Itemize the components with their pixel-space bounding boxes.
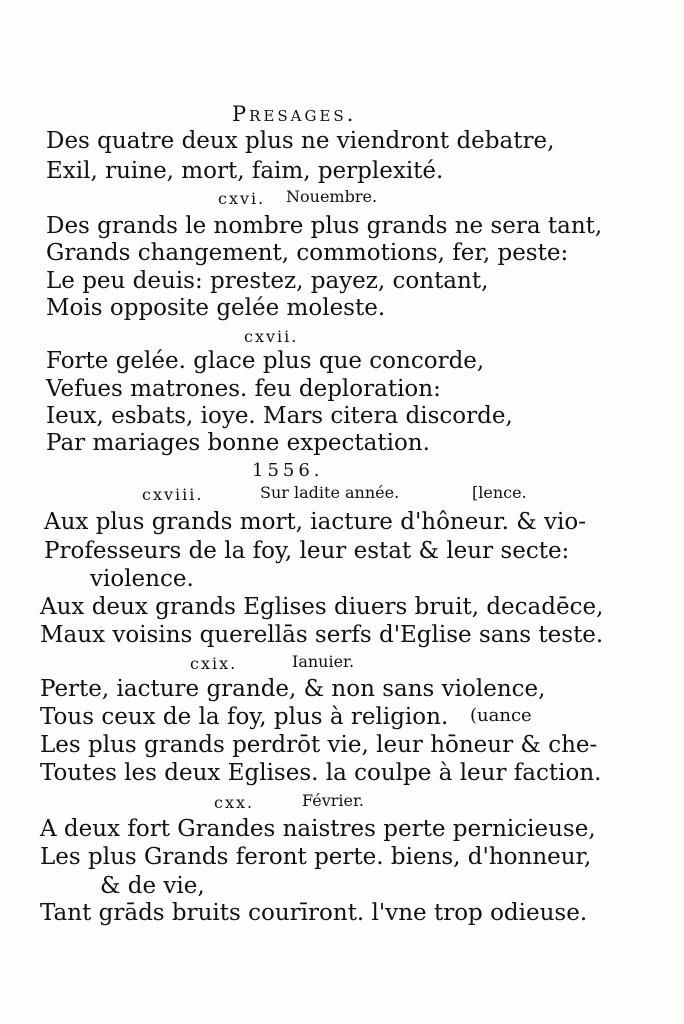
verse-line: Perte, iacture grande, & non sans violence, — [40, 676, 546, 702]
verse-line: Tous ceux de la foy, plus à religion. — [40, 704, 449, 730]
verse-line: Toutes les deux Eglises. la coulpe à leur faction. — [40, 760, 602, 786]
verse-line: Par mariages bonne expectation. — [46, 430, 430, 456]
year-heading: 1556. — [252, 460, 324, 481]
running-header: Presages. — [232, 102, 357, 126]
verse-line: Tant grāds bruits courīront. l'vne trop odieuse. — [40, 900, 588, 926]
verse-line: Aux deux grands Eglises diuers bruit, decadēce, — [40, 594, 604, 620]
line-continuation: (uance — [470, 705, 532, 726]
verse-line: Mois opposite gelée moleste. — [46, 295, 386, 321]
verse-line: & de vie, — [100, 873, 205, 899]
quatrain-number: cxvi. — [218, 189, 266, 208]
quatrain-number: cxx. — [214, 793, 255, 812]
verse-line: Des quatre deux plus ne viendront debatre, — [46, 128, 555, 154]
line-continuation: [lence. — [472, 483, 527, 502]
verse-line: Les plus grands perdrōt vie, leur hōneur & che- — [40, 732, 598, 758]
verse-line: Forte gelée. glace plus que concorde, — [46, 348, 485, 374]
verse-line: Grands changement, commotions, fer, peste: — [46, 240, 569, 266]
verse-line: Professeurs de la foy, leur estat & leur secte: — [44, 538, 570, 564]
quatrain-number: cxix. — [190, 654, 238, 673]
verse-line: Ieux, esbats, ioye. Mars citera discorde, — [46, 403, 513, 429]
quatrain-number: cxviii. — [142, 485, 204, 504]
quatrain-month: Ianuier. — [292, 652, 355, 671]
verse-line: Des grands le nombre plus grands ne sera tant, — [46, 213, 603, 239]
verse-line: Aux plus grands mort, iacture d'hôneur. & vio- — [44, 509, 587, 535]
quatrain-month: Février. — [302, 791, 364, 810]
quatrain-month: Nouembre. — [286, 187, 378, 206]
quatrain-number: cxvii. — [244, 327, 299, 346]
verse-line: Vefues matrones. feu deploration: — [46, 376, 441, 402]
verse-line: A deux fort Grandes naistres perte pernicieuse, — [40, 816, 596, 842]
quatrain-title: Sur ladite année. — [260, 483, 400, 502]
verse-line: Exil, ruine, mort, faim, perplexité. — [46, 158, 444, 184]
verse-line: Les plus Grands feront perte. biens, d'honneur, — [40, 844, 592, 870]
verse-line: Maux voisins querellās serfs d'Eglise sans teste. — [40, 622, 604, 648]
verse-line: violence. — [90, 566, 194, 592]
verse-line: Le peu deuis: prestez, payez, contant, — [46, 268, 489, 294]
